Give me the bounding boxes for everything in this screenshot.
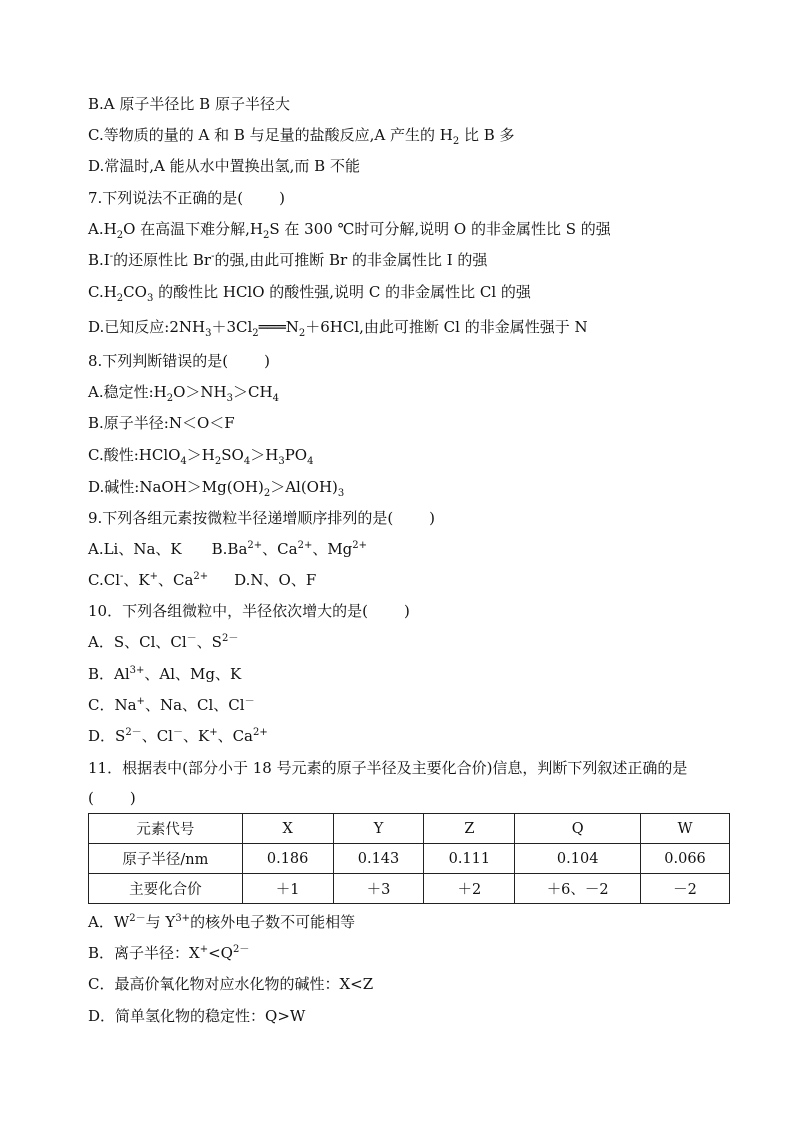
q11-stem-line2: ( ) [88,789,136,807]
table-cell: 0.143 [333,844,424,874]
q7-option-a: $A.H_2O$ 在高温下难分解$,H_2S$ 在 300 ℃时可分解,说明 O 的非金属性比 S 的强 [88,220,611,241]
q11-option-b: B．离子半径：$X^+<Q^{2-}$ [88,944,250,962]
q8-option-a: A.稳定性$:H_2O>NH_3>CH_4$ [88,383,279,404]
table-header-cell: Q [515,814,641,844]
q7-option-b: B.I-的还原性比 Br-的强,由此可推断 Br 的非金属性比 I 的强 [88,251,488,269]
q6-option-c: C.等物质的量的 A 和 B 与足量的盐酸反应,A 产生的 $H_2$ 比 B 多 [88,126,515,147]
q11-option-d: D．简单氢化物的稳定性：Q>W [88,1007,306,1025]
table-row [89,844,730,874]
table-header-cell: Z [424,814,515,844]
q10-option-b: B．$Al^{3+}$、Al、Mg、K [88,665,242,683]
q6-option-d: D.常温时,A 能从水中置换出氢,而 B 不能 [88,157,360,175]
table-cell: 0.111 [424,844,515,874]
table-cell: ＋1 [242,874,333,904]
table-cell: 0.186 [242,844,333,874]
q11-option-a: A．$W^{2-}$与 $Y^{3+}$的核外电子数不可能相等 [88,913,356,931]
table-header-cell: W [641,814,730,844]
table-header-cell: X [242,814,333,844]
table-cell: 主要化合价 [89,874,243,904]
q8-stem: 8.下列判断错误的是( ) [88,352,271,370]
q7-option-d: D.已知反应$:2NH_3+3Cl_2═══N_2+6HCl$,由此可推断 Cl 的非金属性强于 N [88,318,588,339]
q7-stem: 7.下列说法不正确的是( ) [88,189,286,207]
element-info-table [88,813,730,904]
table-cell: －2 [641,874,730,904]
q8-option-b: B.原子半径:N＜O＜F [88,414,235,432]
table-cell: 0.104 [515,844,641,874]
q10-option-c: C．Na+、Na、Cl、Cl－ [88,696,255,714]
q6-option-b: B.A 原子半径比 B 原子半径大 [88,95,290,113]
q11-option-c: C．最高价氧化物对应水化物的碱性：X<Z [88,975,374,993]
q7-option-c: $C.H_2CO_3$ 的酸性比 HClO 的酸性强,说明 C 的非金属性比 Cl 的强 [88,283,531,304]
q10-stem: 10．下列各组微粒中，半径依次增大的是( ) [88,602,410,620]
table-cell: ＋2 [424,874,515,904]
table-cell: 0.066 [641,844,730,874]
q9-options-ab: A.Li、Na、K $B.Ba^{2+}$、$Ca^{2+}$、$Mg^{2+}$ [88,540,368,558]
q9-stem: 9.下列各组元素按微粒半径递增顺序排列的是( ) [88,509,436,527]
q10-option-d: D．$S^{2-}$、Cl－、K+、$Ca^{2+}$ [88,727,268,745]
table-cell: 原子半径/nm [89,844,243,874]
table-cell: ＋6、－2 [515,874,641,904]
q9-options-cd: C.Cl-、K+、$Ca^{2+}$ D.N、O、F [88,571,317,589]
q8-option-d: D.碱性$:NaOH>Mg(OH)_2>Al(OH)_3$ [88,478,345,499]
table-row [89,874,730,904]
table-header-cell: Y [333,814,424,844]
q10-option-a: A．S、Cl、Cl－、$S^{2-}$ [88,633,239,651]
q8-option-c: C.酸性$:HClO_4>H_2SO_4>H_3PO_4$ [88,446,314,467]
q11-stem-line1: 11．根据表中(部分小于 18 号元素的原子半径及主要化合价)信息，判断下列叙述正确的是 [88,759,688,777]
table-header-cell: 元素代号 [89,814,243,844]
table-cell: ＋3 [333,874,424,904]
table-header-row [89,814,730,844]
